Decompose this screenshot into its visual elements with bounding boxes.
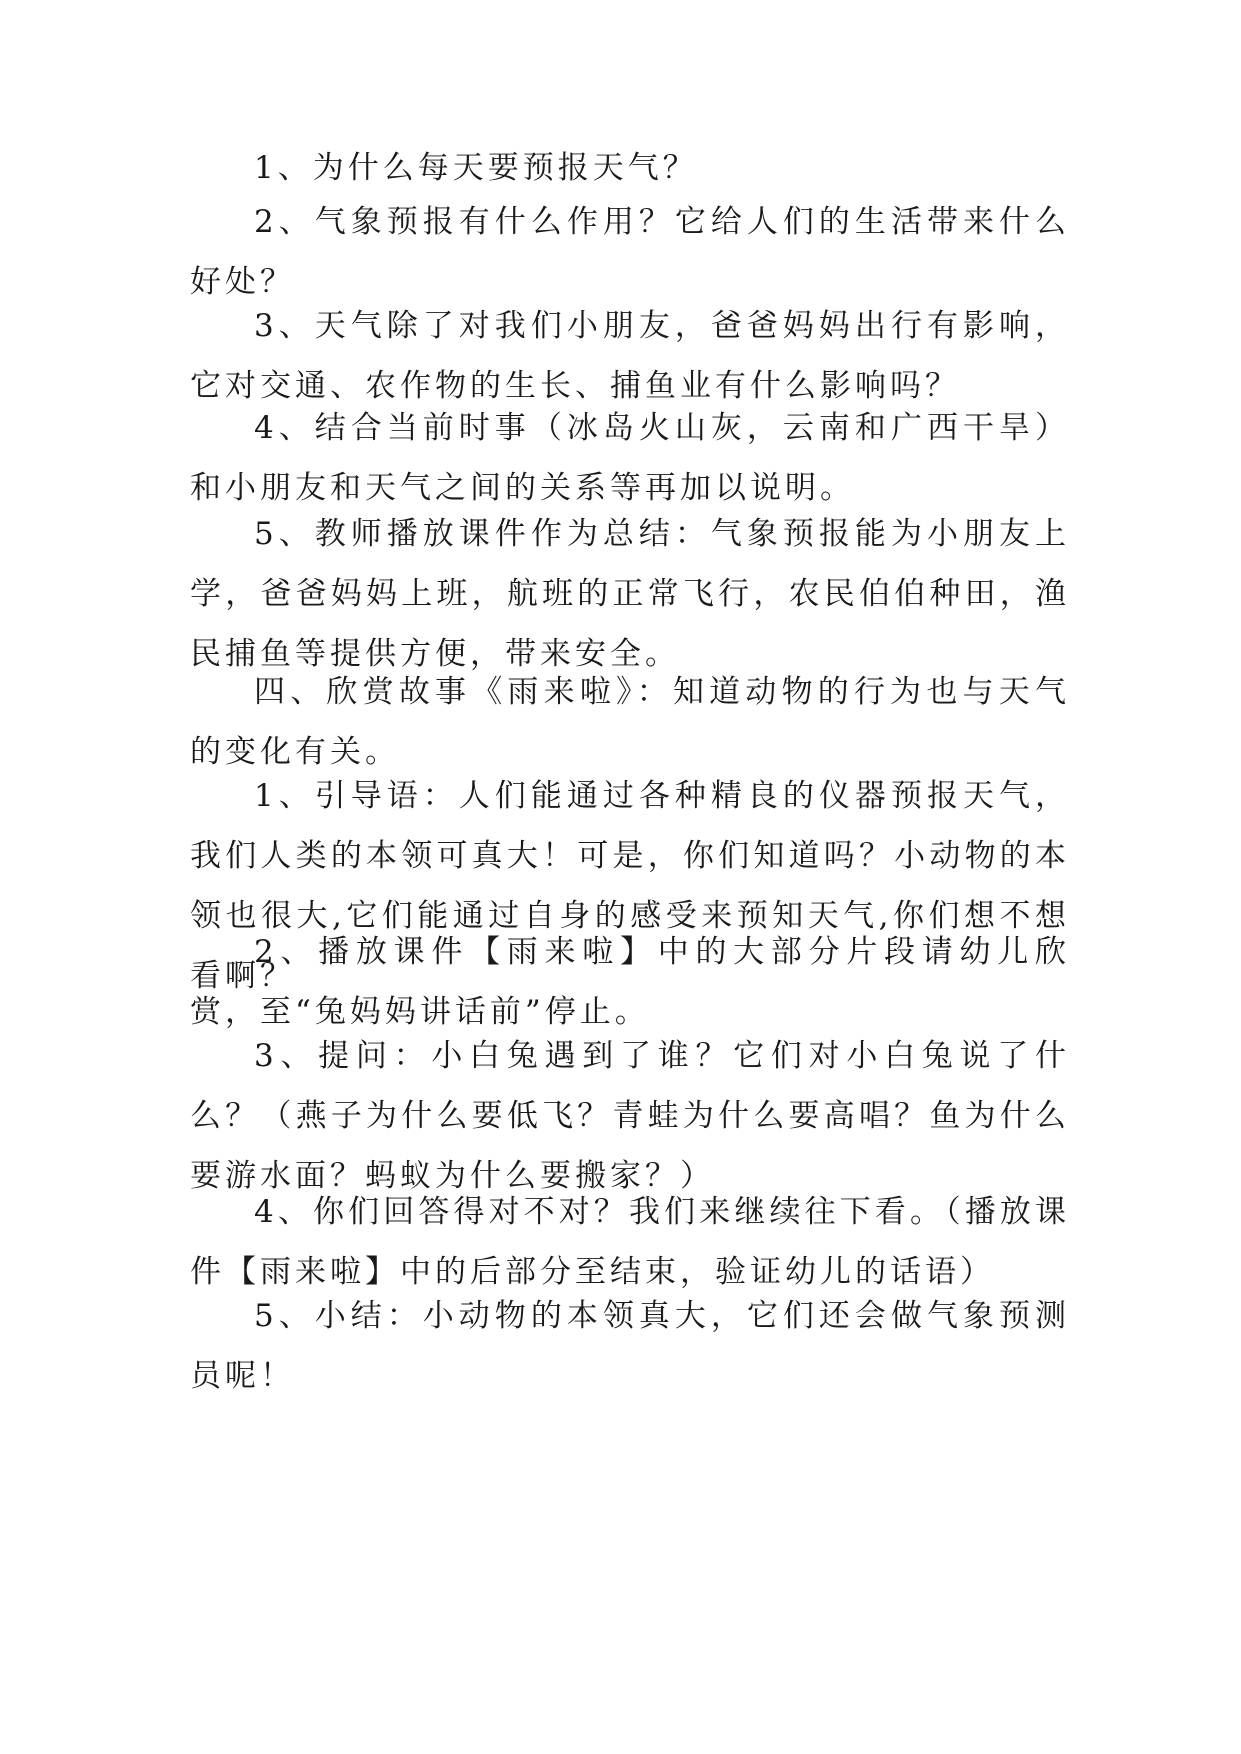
paragraph-story-4: 4、你们回答得对不对？我们来继续往下看。（播放课件【雨来啦】中的后部分至结束，验证幼儿的话语）	[190, 1194, 1070, 1290]
paragraph-q2: 2、气象预报有什么作用？它给人们的生活带来什么好处？	[190, 204, 1070, 300]
paragraph-q4: 4、结合当前时事（冰岛火山灰，云南和广西干旱）和小朋友和天气之间的关系等再加以说明。	[190, 410, 1070, 506]
paragraph-q5-summary: 5、教师播放课件作为总结：气象预报能为小朋友上学，爸爸妈妈上班，航班的正常飞行，农民伯伯种田，渔民捕鱼等提供方便，带来安全。	[190, 516, 1070, 672]
paragraph-story-3: 3、提问：小白兔遇到了谁？它们对小白兔说了什么？（燕子为什么要低飞？青蛙为什么要高唱？鱼为什么要游水面？蚂蚁为什么要搬家？）	[190, 1038, 1070, 1194]
paragraph-q1: 1、为什么每天要预报天气？	[254, 150, 698, 186]
paragraph-q3: 3、天气除了对我们小朋友，爸爸妈妈出行有影响，它对交通、农作物的生长、捕鱼业有什么影响吗？	[190, 308, 1070, 404]
section-heading-story: 四、欣赏故事《雨来啦》：知道动物的行为也与天气的变化有关。	[190, 674, 1070, 770]
paragraph-story-2: 2、播放课件【雨来啦】中的大部分片段请幼儿欣赏，至“兔妈妈讲话前”停止。	[190, 934, 1070, 1030]
paragraph-story-5: 5、小结：小动物的本领真大，它们还会做气象预测员呢！	[190, 1298, 1070, 1394]
paragraph-story-1: 1、引导语：人们能通过各种精良的仪器预报天气，我们人类的本领可真大！可是，你们知道吗？小动物的本领也很大,它们能通过自身的感受来预知天气,你们想不想看啊？	[190, 778, 1070, 994]
